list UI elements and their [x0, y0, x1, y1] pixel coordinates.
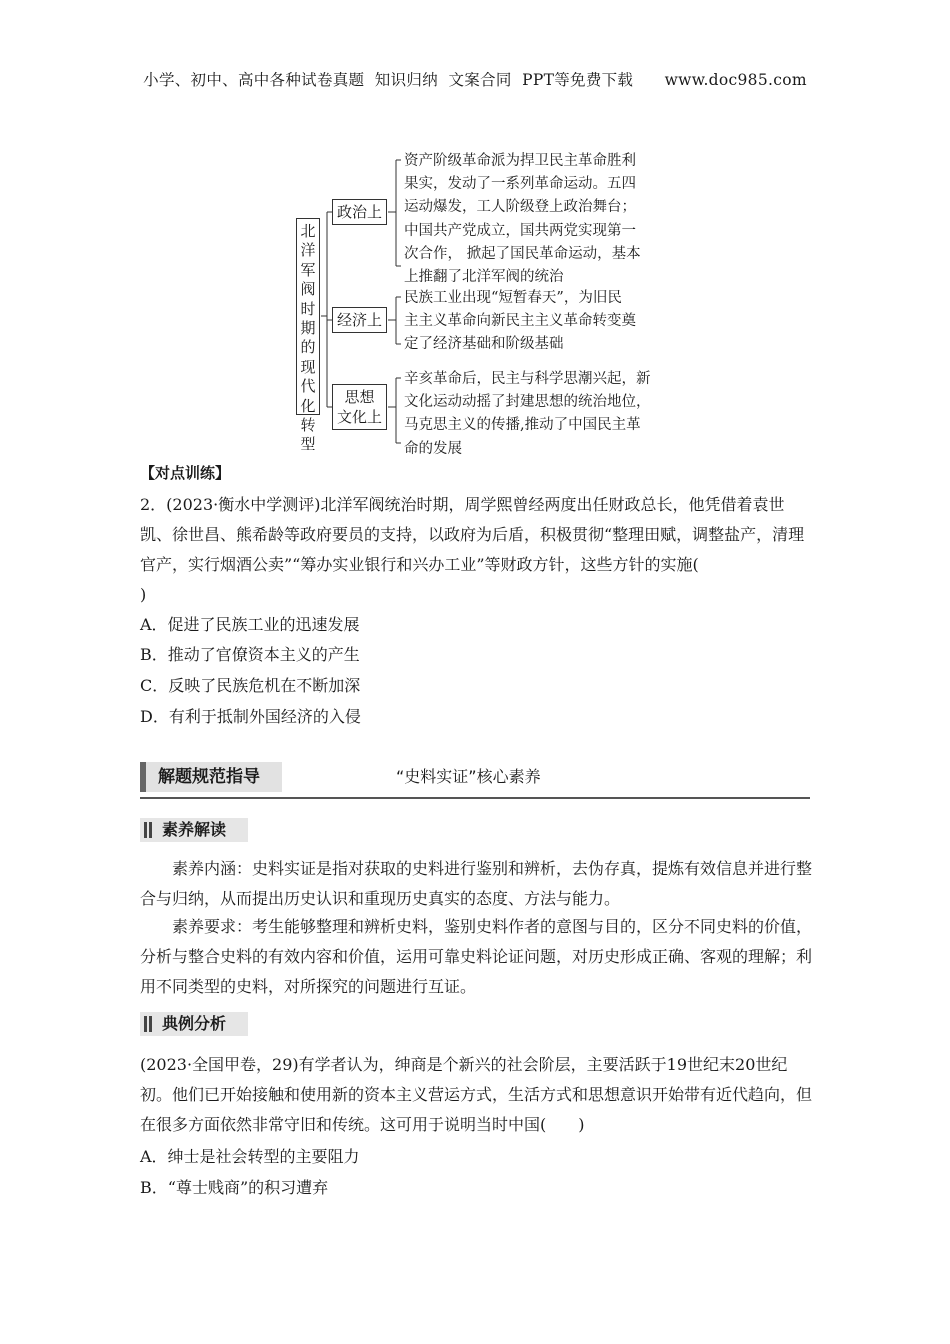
desc-line: 主主义革命向新民主主义革命转变奠	[404, 313, 636, 330]
option-d: D．有利于抵制外国经济的入侵	[140, 707, 361, 726]
banner-divider	[140, 797, 810, 799]
politics-description	[404, 150, 654, 289]
heading-marker-icon	[144, 1016, 154, 1032]
desc-line: 中国共产党成立，国共两党实现第一	[404, 222, 636, 239]
branch-culture	[332, 384, 387, 430]
desc-line: 上推翻了北洋军阀的统治	[404, 269, 564, 286]
branch-economy: 经济上	[332, 307, 387, 333]
desc-line: 果实，发动了一系列革命运动。五四	[404, 176, 636, 193]
desc-line: 次合作， 掀起了国民革命运动，基本	[404, 245, 641, 262]
page-header: 小学、初中、高中各种试卷真题 知识归纳 文案合同 PPT等免费下载 www.doc985.com	[143, 71, 807, 89]
guide-banner: 解题规范指导	[140, 762, 282, 792]
example-option-a: A．绅士是社会转型的主要阻力	[140, 1147, 360, 1166]
desc-line: 文化运动动摇了封建思想的统治地位，	[404, 394, 651, 411]
option-a: A．促进了民族工业的迅速发展	[140, 615, 360, 634]
desc-line: 辛亥革命后，民主与科学思潮兴起，新	[404, 371, 651, 387]
literacy-definition: 素养内涵：史料实证是指对获取的史料进行鉴别和辨析，去伪存真，提炼有效信息并进行整合与归纳，从而提出历史认识和重现历史真实的态度、方法与能力。	[140, 859, 813, 908]
branch-politics: 政治上	[332, 199, 387, 225]
guide-subtitle: “史料实证”核心素养	[396, 767, 541, 786]
desc-line: 资产阶级革命派为捍卫民主革命胜利	[404, 153, 636, 169]
branch-culture-line: 文化上	[336, 408, 382, 426]
example-question: (2023·全国甲卷，29)有学者认为，绅商是个新兴的社会阶层，主要活跃于19世纪末20世纪初。他们已开始接触和使用新的资本主义营运方式，生活方式和思想意识开始带有近代趋向，但在很多方面依然非常守旧和传统。这可用于说明当时中国( )	[140, 1055, 813, 1134]
desc-line: 民族工业出现“短暂春天”，为旧民	[404, 290, 622, 306]
option-b: B．推动了官僚资本主义的产生	[140, 645, 360, 664]
section-heading-example	[140, 1012, 248, 1036]
section-heading-text: 素养解读	[162, 820, 227, 839]
practice-label: 【对点训练】	[140, 464, 231, 482]
option-c: C．反映了民族危机在不断加深	[140, 676, 361, 695]
desc-line: 命的发展	[404, 440, 462, 457]
example-option-b: B．“尊士贱商”的积习遭弃	[140, 1178, 329, 1197]
section-heading-literacy	[140, 818, 248, 842]
desc-line: 马克思主义的传播,推动了中国民主革	[404, 417, 641, 434]
branch-culture-line: 思想	[344, 388, 375, 406]
desc-line: 运动爆发，工人阶级登上政治舞台；	[404, 199, 636, 216]
section-heading-text: 典例分析	[162, 1014, 227, 1033]
mindmap-root: 北洋军阀时期的现代化转型	[296, 218, 320, 415]
economy-description	[404, 287, 654, 357]
heading-marker-icon	[144, 822, 154, 838]
literacy-requirement: 素养要求：考生能够整理和辨析史料，鉴别史料作者的意图与目的，区分不同史料的价值，分析与整合史料的有效内容和价值，运用可靠史料论证问题，对历史形成正确、客观的理解；利用不同类型的史料，对所探究的问题进行互证。	[140, 917, 813, 996]
desc-line: 定了经济基础和阶级基础	[404, 336, 564, 353]
practice-question: 2．(2023·衡水中学测评)北洋军阀统治时期，周学熙曾经两度出任财政总长，他凭借着袁世凯、徐世昌、熊希龄等政府要员的支持，以政府为后盾，积极贯彻“整理田赋，调整盐产，清理官产，实行烟酒公卖”“筹办实业银行和兴办工业”等财政方针，这些方针的实施( )	[140, 495, 805, 604]
culture-description	[404, 368, 654, 461]
